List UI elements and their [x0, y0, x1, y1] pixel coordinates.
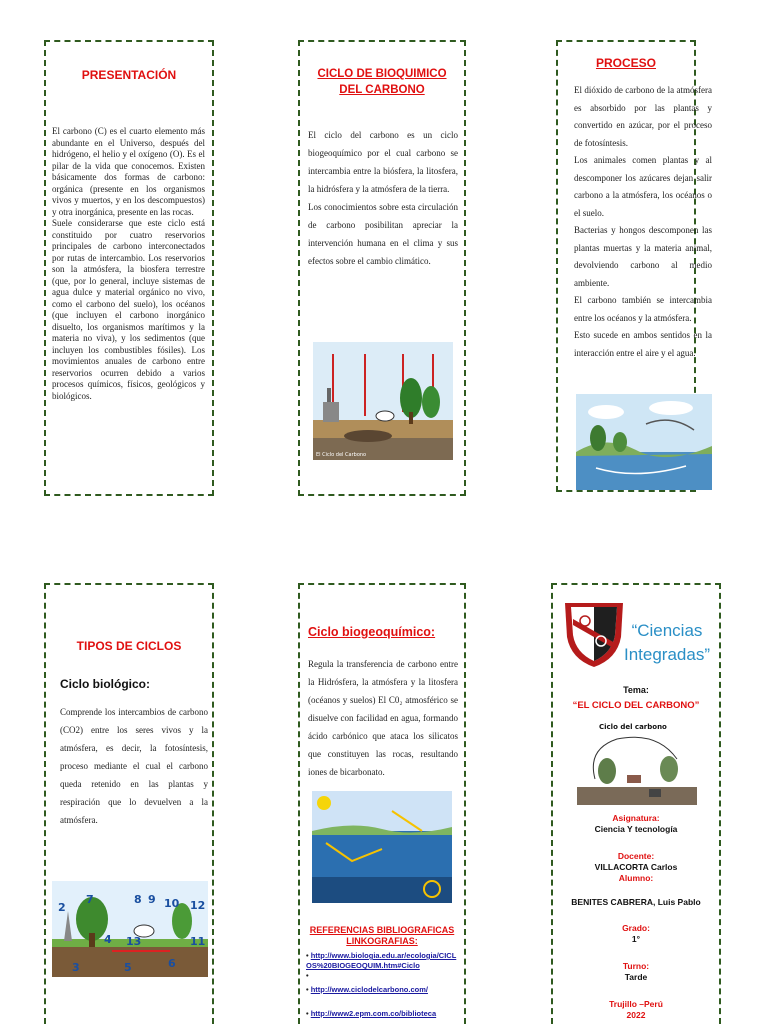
referencias-title: [300, 925, 464, 947]
ciclo-biologico-subtitle: Ciclo biológico:: [60, 677, 150, 691]
reference-item-3: • http://www2.epm.com.co/biblioteca: [306, 1009, 437, 1018]
reference-link-2[interactable]: http://www.ciclodelcarbono.com/: [310, 985, 428, 994]
proceso-paragraph-2: Los animales comen plantas y al descomponer los azúcares dejan salir carbono a la atmósfera, los océanos o el suelo.: [574, 155, 712, 218]
ciclo-bioquimico-paragraph-2: Los conocimientos sobre esta circulación de carbono posibilitan apreciar la intervención humana en el clima y sus efectos sobre el cambio climático.: [308, 202, 458, 266]
carbon-cycle-illustration: [313, 342, 453, 460]
grado-label: Grado:: [622, 923, 650, 933]
proceso-paragraph-4: El carbono también se intercambia entre los océanos y la atmósfera.: [574, 295, 712, 323]
label-4: 4: [104, 933, 112, 946]
label-10: 10: [164, 897, 180, 910]
proceso-title: PROCESO: [595, 56, 656, 70]
asignatura-value: Ciencia Y tecnología: [594, 824, 678, 834]
panel-proceso: [556, 40, 712, 492]
ciclo-biologico-illustration: [52, 881, 208, 977]
reference-link-1[interactable]: http://www.biologia.edu.ar/ecologia/CICLOS%20BIOGEOQUIM.htm#Ciclo: [306, 951, 457, 970]
year-text: 2022: [626, 1010, 646, 1020]
panel-ciclo-bioquimico: [298, 40, 466, 496]
cover-info: [553, 813, 719, 1021]
ciclo-bioquimico-paragraph-1: El ciclo del carbono es un ciclo biogeoquímico por el cual carbono se intercambia entre la biósfera, la litosfera, la hidrósfera y la atmósfera de la tierra.: [308, 130, 458, 194]
alumno-value: BENITES CABRERA, Luis Pablo: [571, 897, 701, 907]
presentacion-text: [52, 126, 205, 402]
label-3: 3: [72, 961, 80, 974]
illustration-caption: El Ciclo del Carbono: [316, 452, 367, 458]
asignatura-label: Asignatura:: [612, 813, 660, 823]
label-9: 9: [148, 893, 156, 906]
docente-label: Docente:: [617, 851, 655, 861]
reference-bullet-empty: •: [306, 971, 309, 980]
panel-ciclo-biogeoquimico: [298, 583, 466, 1024]
proceso-text: [574, 82, 712, 362]
biogeoquimico-illustration: [312, 791, 452, 903]
label-5: 5: [124, 961, 132, 974]
label-12: 12: [190, 899, 206, 912]
presentacion-paragraph-1: El carbono (C) es el cuarto elemento más abundante en el Universo, después del hidrógeno, el helio y el oxígeno (O). Es el pilar de la vida que conocemos. Existen básicamente dos formas de carbono: orgánica (presente en los organismos vivos y muertos, y en los descompuestos) y otra inorgánica, presente en las rocas.: [52, 126, 205, 217]
panel-tipos-de-ciclos: [44, 583, 214, 1024]
alumno-label: Alumno:: [618, 873, 654, 883]
ciclo-bioquimico-title-line2: DEL CARBONO: [339, 84, 425, 96]
label-13: 13: [126, 935, 142, 948]
proceso-paragraph-5: Esto sucede en ambos sentidos en la interacción entre el aire y el agua.: [574, 330, 712, 358]
proceso-illustration: [576, 394, 712, 490]
ciclo-biologico-text: Comprende los intercambios de carbono (CO2) entre los seres vivos y la atmósfera, es decir, la fotosíntesis, proceso mediante el cual el carbono queda retenido en las plantas y respiración que lo devuelven a la atmósfera.: [60, 707, 208, 825]
reference-item-1: • http://www.biologia.edu.ar/ecologia/CICLOS%20BIOGEOQUIM.htm#Ciclo: [306, 951, 457, 970]
ciclo-carbono-diagram: [577, 719, 697, 805]
reference-item-2: • http://www.ciclodelcarbono.com/: [306, 985, 428, 994]
grado-value: 1°: [631, 934, 641, 944]
biogeoquimico-text: Regula la transferencia de carbono entre la Hidrósfera, la atmósfera y la litosfera (océanos y suelos) El C0₂ atmosférico se disuelve con facilidad en agua, formando ácido carbónico que ataca los silicatos que constituyen las rocas, resultando iones de bicarbonato.: [308, 659, 458, 777]
label-8: 8: [134, 893, 142, 906]
referencias-title-line2: LINKOGRAFIAS:: [346, 936, 418, 946]
diagram-title: Ciclo del carbono: [599, 723, 667, 731]
brand-title: [613, 619, 721, 667]
turno-value: Tarde: [624, 972, 648, 982]
presentacion-title: PRESENTACIÓN: [81, 68, 177, 82]
place-text: Trujillo –Perú: [609, 999, 663, 1009]
docente-value: VILLACORTA Carlos: [594, 862, 678, 872]
panel-presentacion: [44, 40, 214, 496]
ciclo-bioquimico-text: [308, 126, 458, 270]
biogeoquimico-title: Ciclo biogeoquímico:: [308, 625, 436, 639]
brand-line2: Integradas”: [624, 645, 710, 664]
ciclo-bioquimico-title: [300, 66, 464, 98]
references-list: [306, 951, 460, 1019]
label-6: 6: [168, 957, 176, 970]
tipos-title: TIPOS DE CICLOS: [76, 639, 182, 653]
label-7: 7: [86, 893, 94, 906]
turno-label: Turno:: [622, 961, 650, 971]
label-11: 11: [190, 935, 206, 948]
panel-portada: [551, 583, 721, 1024]
tema-value: “EL CICLO DEL CARBONO”: [572, 700, 700, 711]
label-2: 2: [58, 901, 66, 914]
referencias-title-line1: REFERENCIAS BIBLIOGRAFICAS: [309, 925, 455, 935]
reference-link-3[interactable]: http://www2.epm.com.co/biblioteca: [310, 1009, 437, 1018]
proceso-paragraph-3: Bacterias y hongos descomponen las plantas muertas y la materia animal, devolviendo carbono al medio ambiente.: [574, 225, 712, 288]
brand-line1: “Ciencias: [631, 621, 703, 640]
ciclo-bioquimico-title-line1: CICLO DE BIOQUIMICO: [317, 68, 447, 80]
proceso-paragraph-1: El dióxido de carbono de la atmósfera es absorbido por las plantas y convertido en azúcar, por el proceso de fotosíntesis.: [574, 85, 712, 148]
tema-label: Tema:: [623, 685, 649, 695]
presentacion-paragraph-2: Suele considerarse que este ciclo está constituido por cuatro reservorios principales de carbono interconectados por rutas de intercambio. Los reservorios son la atmósfera, la biosfera terrestre (que, por lo general, incluye sistemas de agua dulce y material orgánico no vivo, como el carbono del suelo), los océanos (que incluyen el carbono inorgánico disuelto, los organismos marítimos y la materia no viva), y los sedimentos (que incluyen los combustibles fósiles). Los movimientos anuales de carbono entre reservorios ocurren debido a varios procesos químicos, físicos, geológicos y biológicos.: [52, 218, 205, 401]
